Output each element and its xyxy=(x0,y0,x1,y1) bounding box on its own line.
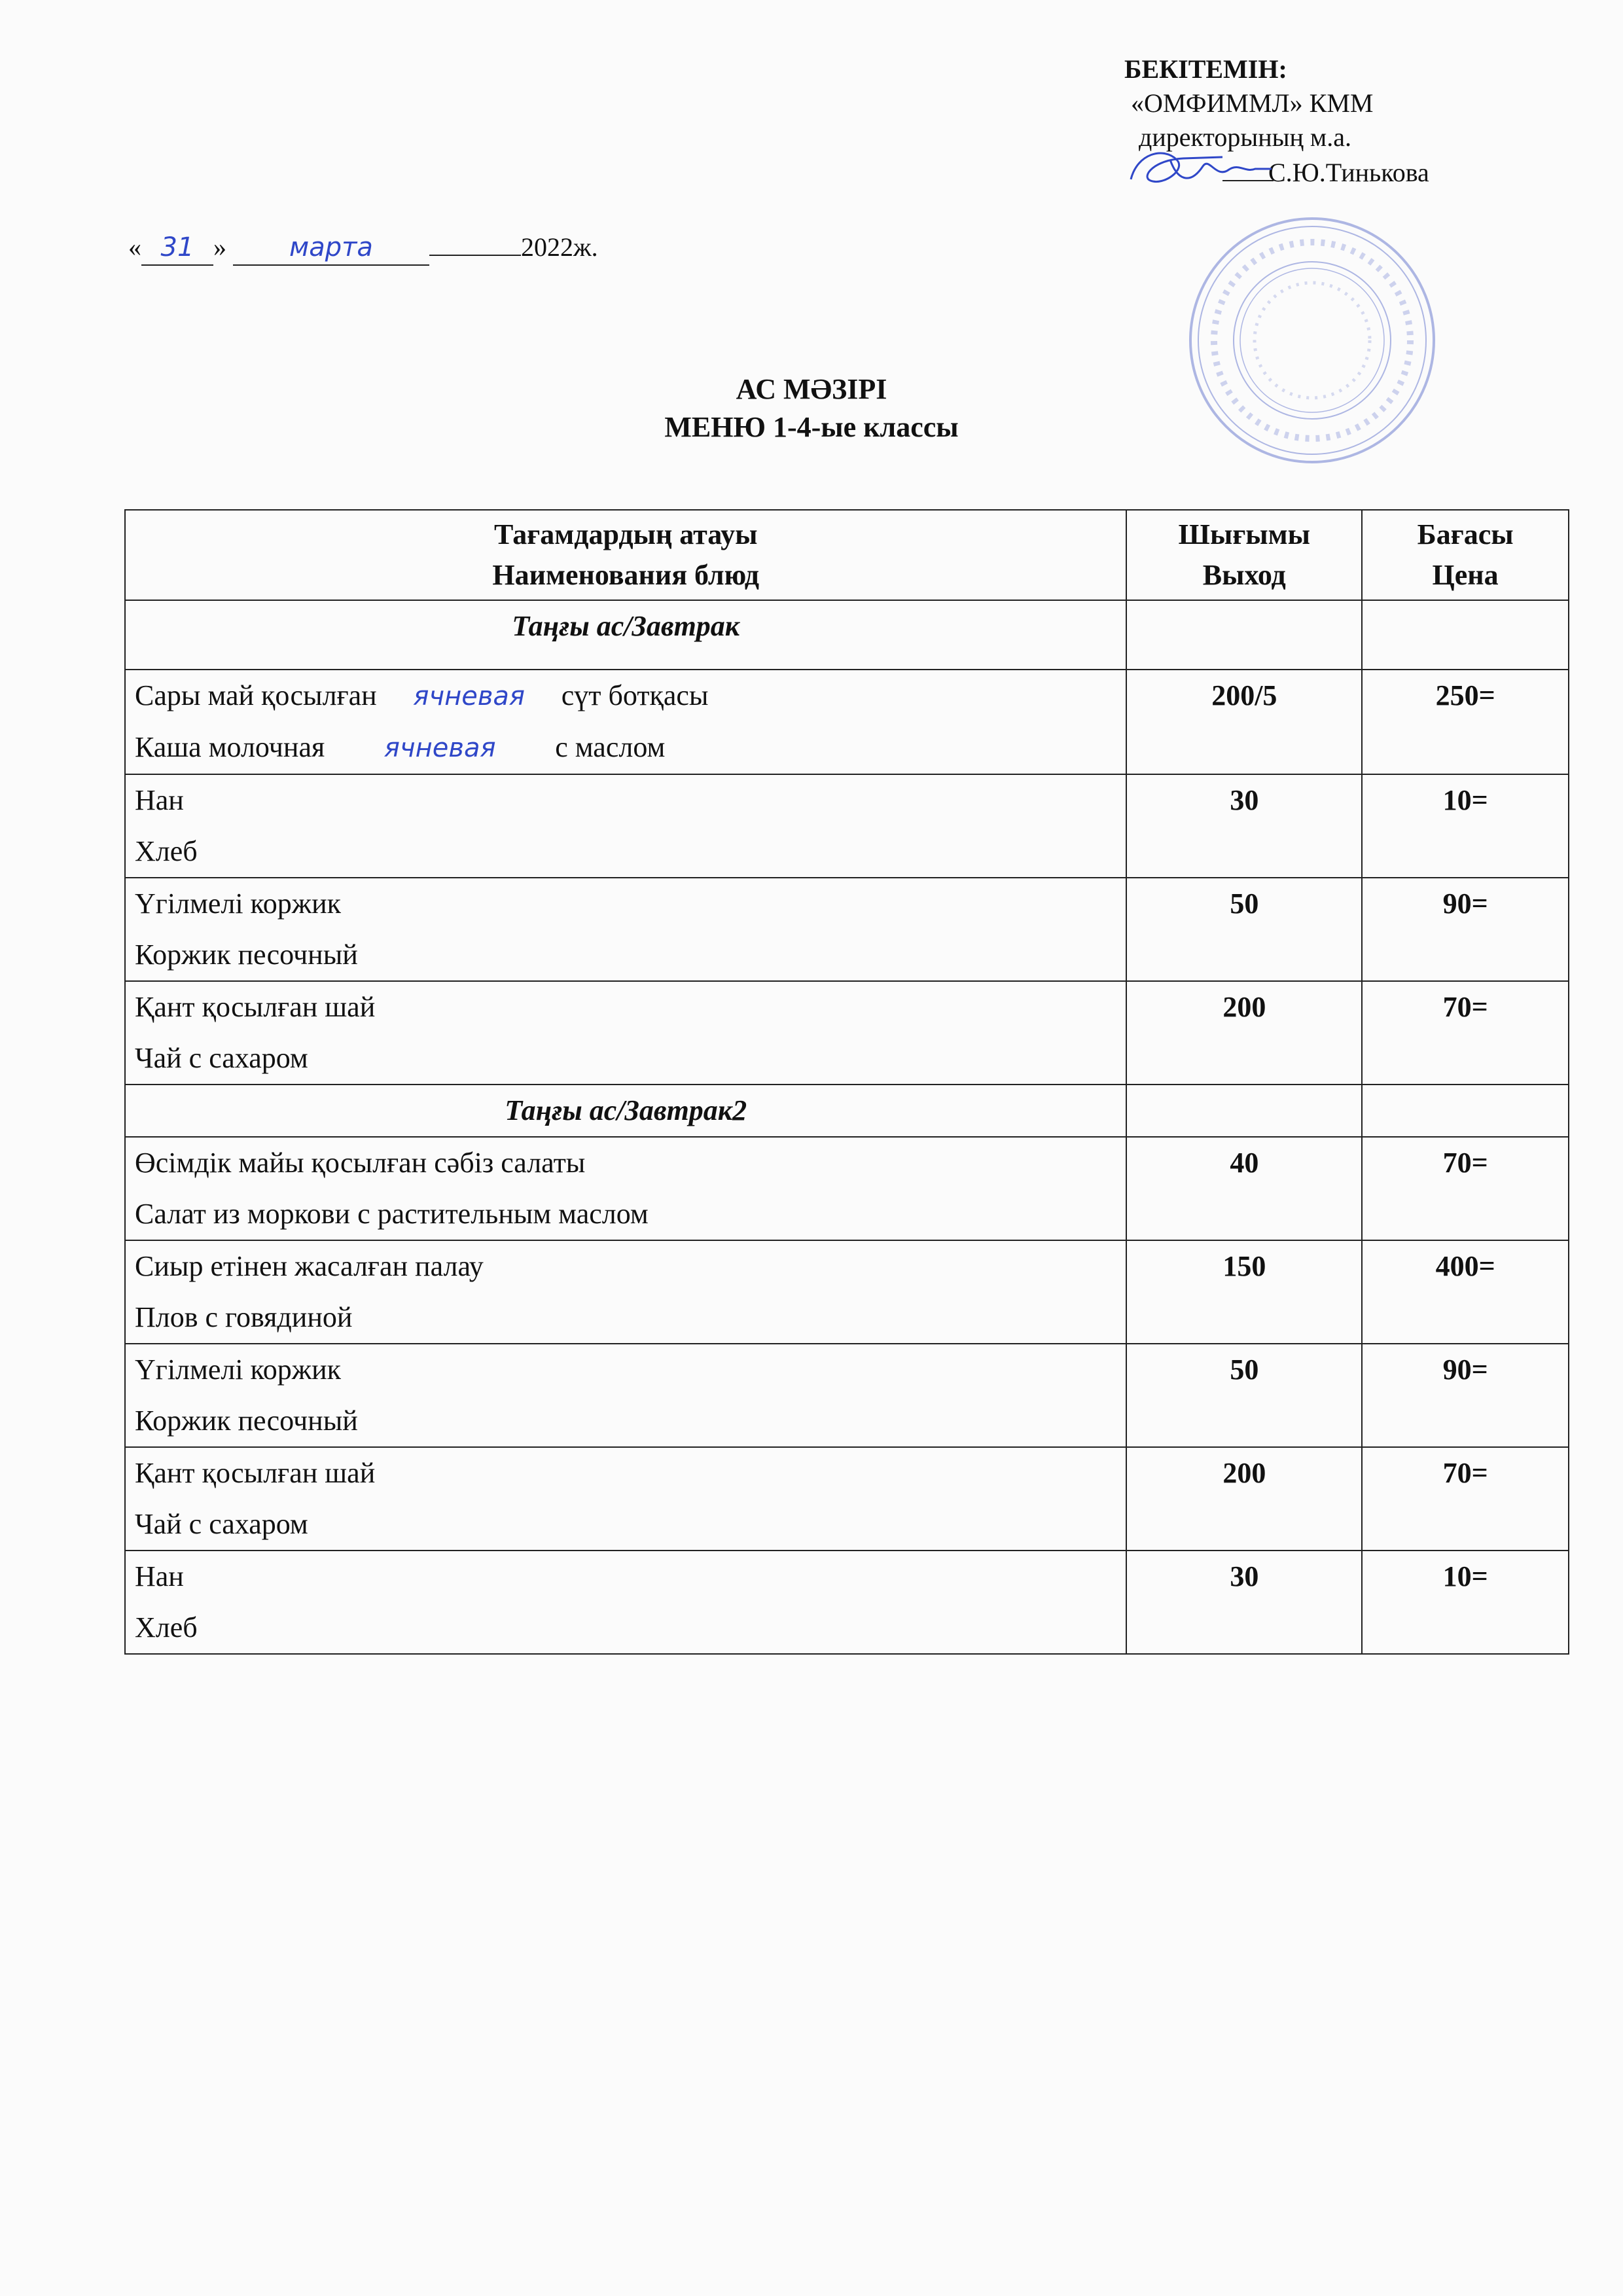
date-line xyxy=(128,230,598,266)
dish-name-ru: Чай с сахаром xyxy=(135,1042,308,1074)
dish-name-cell xyxy=(125,1344,1126,1447)
header-dish-name-ru: Наименования блюд xyxy=(492,559,759,591)
header-yield-ru: Выход xyxy=(1202,559,1286,591)
price-cell: 70= xyxy=(1362,1447,1569,1551)
dish-name-kz: Нан xyxy=(135,1560,184,1592)
price-cell: 400= xyxy=(1362,1240,1569,1344)
date-year: 2022ж. xyxy=(521,232,598,262)
approval-block xyxy=(1124,52,1429,190)
dish-name-ru: Хлеб xyxy=(135,835,198,867)
header-price-ru: Цена xyxy=(1432,559,1499,591)
approval-role: директорының м.а. xyxy=(1139,122,1351,152)
signature-icon xyxy=(1124,140,1275,199)
document-title xyxy=(0,370,1623,446)
table-row xyxy=(125,670,1569,774)
table-row xyxy=(125,1551,1569,1654)
dish-name-kz xyxy=(135,670,1126,722)
title-kz: АС МӘЗІРІ xyxy=(736,373,887,405)
dish-name-ru: Коржик песочный xyxy=(135,1405,358,1437)
yield-cell: 200 xyxy=(1126,1447,1362,1551)
handwritten-insert: ячневая xyxy=(383,733,496,763)
section-row-breakfast2 xyxy=(125,1085,1569,1137)
approval-name: С.Ю.Тинькова xyxy=(1268,158,1429,187)
dish-name-kz: Қант қосылған шай xyxy=(135,1457,376,1489)
empty-cell xyxy=(1126,600,1362,670)
approval-org: «ОМФИММЛ» КММ xyxy=(1131,88,1374,118)
dish-name-ru: Плов с говядиной xyxy=(135,1301,353,1333)
dish-name-kz: Өсімдік майы қосылған сәбіз салаты xyxy=(135,1147,586,1179)
date-day: 31 xyxy=(160,232,194,262)
dish-name-ru-part: с маслом xyxy=(555,731,666,763)
yield-cell: 50 xyxy=(1126,878,1362,981)
price-cell: 70= xyxy=(1362,981,1569,1085)
dish-name-kz: Үгілмелі коржик xyxy=(135,1354,342,1386)
empty-cell xyxy=(1126,1085,1362,1137)
section-row-breakfast xyxy=(125,600,1569,670)
price-cell: 250= xyxy=(1362,670,1569,774)
dish-name-cell xyxy=(125,1447,1126,1551)
dish-name-ru: Коржик песочный xyxy=(135,939,358,971)
date-month: марта xyxy=(289,232,373,262)
dish-name-cell xyxy=(125,1551,1126,1654)
empty-cell xyxy=(1362,1085,1569,1137)
dish-name-kz: Нан xyxy=(135,784,184,816)
header-dish-name xyxy=(125,510,1126,600)
date-open-quote: « xyxy=(128,232,141,262)
yield-cell: 200 xyxy=(1126,981,1362,1085)
section-label: Таңғы ас/Завтрак2 xyxy=(125,1085,1126,1137)
dish-name-ru: Хлеб xyxy=(135,1611,198,1643)
table-row xyxy=(125,878,1569,981)
price-cell: 90= xyxy=(1362,878,1569,981)
section-label: Таңғы ас/Завтрак xyxy=(125,600,1126,670)
dish-name-ru: Салат из моркови с растительным маслом xyxy=(135,1198,649,1230)
price-cell: 10= xyxy=(1362,774,1569,878)
menu-table xyxy=(124,509,1569,1655)
dish-name-kz: Сиыр етінен жасалған палау xyxy=(135,1250,484,1282)
yield-cell: 50 xyxy=(1126,1344,1362,1447)
dish-name-kz: Қант қосылған шай xyxy=(135,991,376,1023)
dish-name-kz-part: сүт ботқасы xyxy=(561,679,709,711)
header-dish-name-kz: Тағамдардың атауы xyxy=(493,518,758,550)
table-row xyxy=(125,774,1569,878)
dish-name-kz-part: Сары май қосылған xyxy=(135,679,377,711)
approval-sign-line xyxy=(1124,156,1429,190)
header-yield-kz: Шығымы xyxy=(1178,518,1310,550)
empty-cell xyxy=(1362,600,1569,670)
handwritten-insert: ячневая xyxy=(413,681,525,711)
header-price xyxy=(1362,510,1569,600)
yield-cell: 200/5 xyxy=(1126,670,1362,774)
dish-name-cell xyxy=(125,981,1126,1085)
table-row xyxy=(125,1240,1569,1344)
dish-name-cell xyxy=(125,1137,1126,1240)
approval-heading: БЕКІТЕМІН: xyxy=(1124,54,1287,84)
header-price-kz: Бағасы xyxy=(1417,518,1514,550)
dish-name-cell xyxy=(125,878,1126,981)
dish-name-cell xyxy=(125,670,1126,774)
yield-cell: 30 xyxy=(1126,1551,1362,1654)
date-close-quote: » xyxy=(213,232,226,262)
table-header-row xyxy=(125,510,1569,600)
yield-cell: 40 xyxy=(1126,1137,1362,1240)
dish-name-ru: Чай с сахаром xyxy=(135,1508,308,1540)
dish-name-ru-part: Каша молочная xyxy=(135,731,325,763)
dish-name-ru xyxy=(135,722,1126,774)
yield-cell: 150 xyxy=(1126,1240,1362,1344)
dish-name-kz: Үгілмелі коржик xyxy=(135,888,342,920)
dish-name-cell xyxy=(125,1240,1126,1344)
price-cell: 90= xyxy=(1362,1344,1569,1447)
title-ru: МЕНЮ 1-4-ые классы xyxy=(664,411,959,443)
yield-cell: 30 xyxy=(1126,774,1362,878)
price-cell: 70= xyxy=(1362,1137,1569,1240)
table-row xyxy=(125,1447,1569,1551)
table-row xyxy=(125,981,1569,1085)
table-row xyxy=(125,1344,1569,1447)
dish-name-cell xyxy=(125,774,1126,878)
price-cell: 10= xyxy=(1362,1551,1569,1654)
table-row xyxy=(125,1137,1569,1240)
header-yield xyxy=(1126,510,1362,600)
